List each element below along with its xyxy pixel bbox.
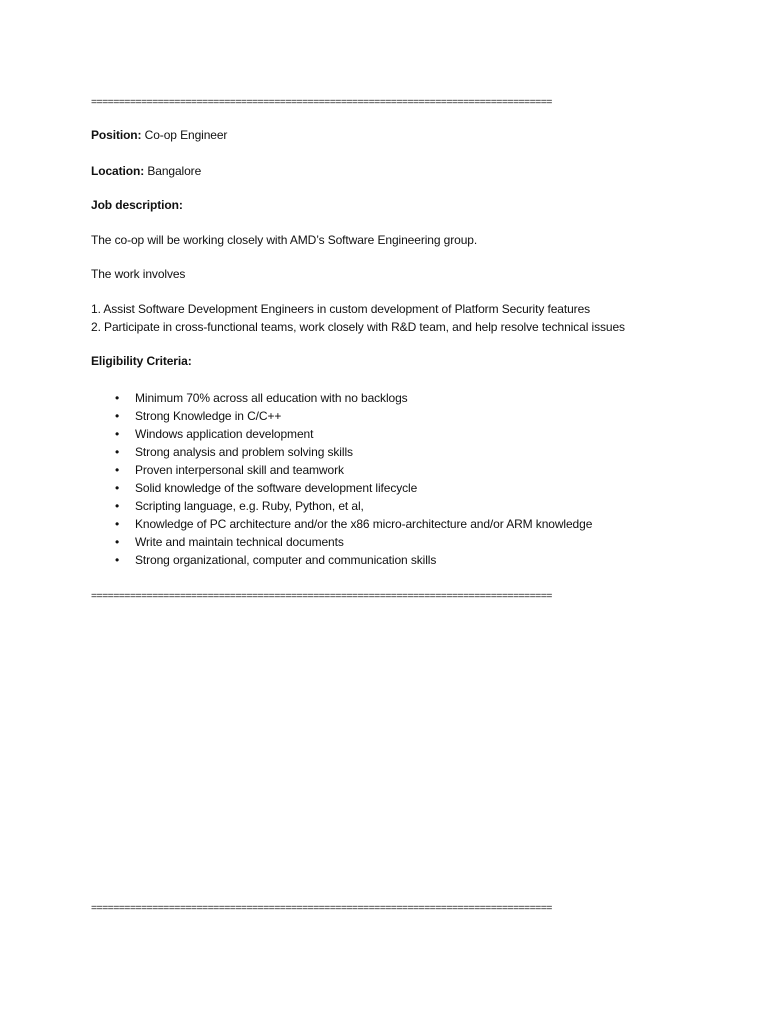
list-item: • Proven interpersonal skill and teamwork (115, 463, 344, 477)
position-line (91, 127, 227, 143)
bullet-icon: • (115, 553, 120, 567)
list-item: • Strong Knowledge in C/C++ (115, 409, 282, 423)
job-description-heading: Job description: (91, 198, 183, 212)
list-item: • Minimum 70% across all education with no backlogs (115, 391, 408, 405)
bullet-icon: • (115, 481, 120, 495)
bullet-icon: • (115, 517, 120, 531)
criteria-list (113, 389, 592, 569)
location-line (91, 163, 201, 179)
list-item: • Strong analysis and problem solving skills (115, 445, 353, 459)
location-label: Location: (91, 164, 145, 178)
bullet-icon: • (115, 499, 120, 513)
eligibility-heading: Eligibility Criteria: (91, 354, 192, 368)
bullet-icon: • (115, 463, 120, 477)
bullet-icon: • (115, 535, 120, 549)
location-value: Bangalore (147, 164, 202, 178)
separator-middle: =================================================================================== (91, 590, 552, 602)
separator-bottom: =================================================================================== (91, 902, 552, 914)
duty-item-1: 1. Assist Software Development Engineers in custom development of Platform Security features (91, 302, 591, 316)
position-label: Position: (91, 128, 142, 142)
list-item: • Strong organizational, computer and communication skills (115, 553, 437, 567)
position-value: Co-op Engineer (144, 128, 228, 142)
bullet-icon: • (115, 409, 120, 423)
bullet-icon: • (115, 427, 120, 441)
separator-top: =================================================================================== (91, 96, 552, 108)
list-item: • Solid knowledge of the software development lifecycle (115, 481, 418, 495)
list-item: • Windows application development (115, 427, 314, 441)
intro-text: The co-op will be working closely with AMD’s Software Engineering group. (91, 233, 478, 247)
list-item: • Scripting language, e.g. Ruby, Python, et al, (115, 499, 364, 513)
list-item: • Write and maintain technical documents (115, 535, 344, 549)
duty-item-2: 2. Participate in cross-functional teams, work closely with R&D team, and help resolve technical issues (91, 320, 625, 334)
bullet-icon: • (115, 445, 120, 459)
work-involves-text: The work involves (91, 267, 186, 281)
bullet-icon: • (115, 391, 120, 405)
list-item: • Knowledge of PC architecture and/or the x86 micro-architecture and/or ARM knowledge (115, 517, 593, 531)
